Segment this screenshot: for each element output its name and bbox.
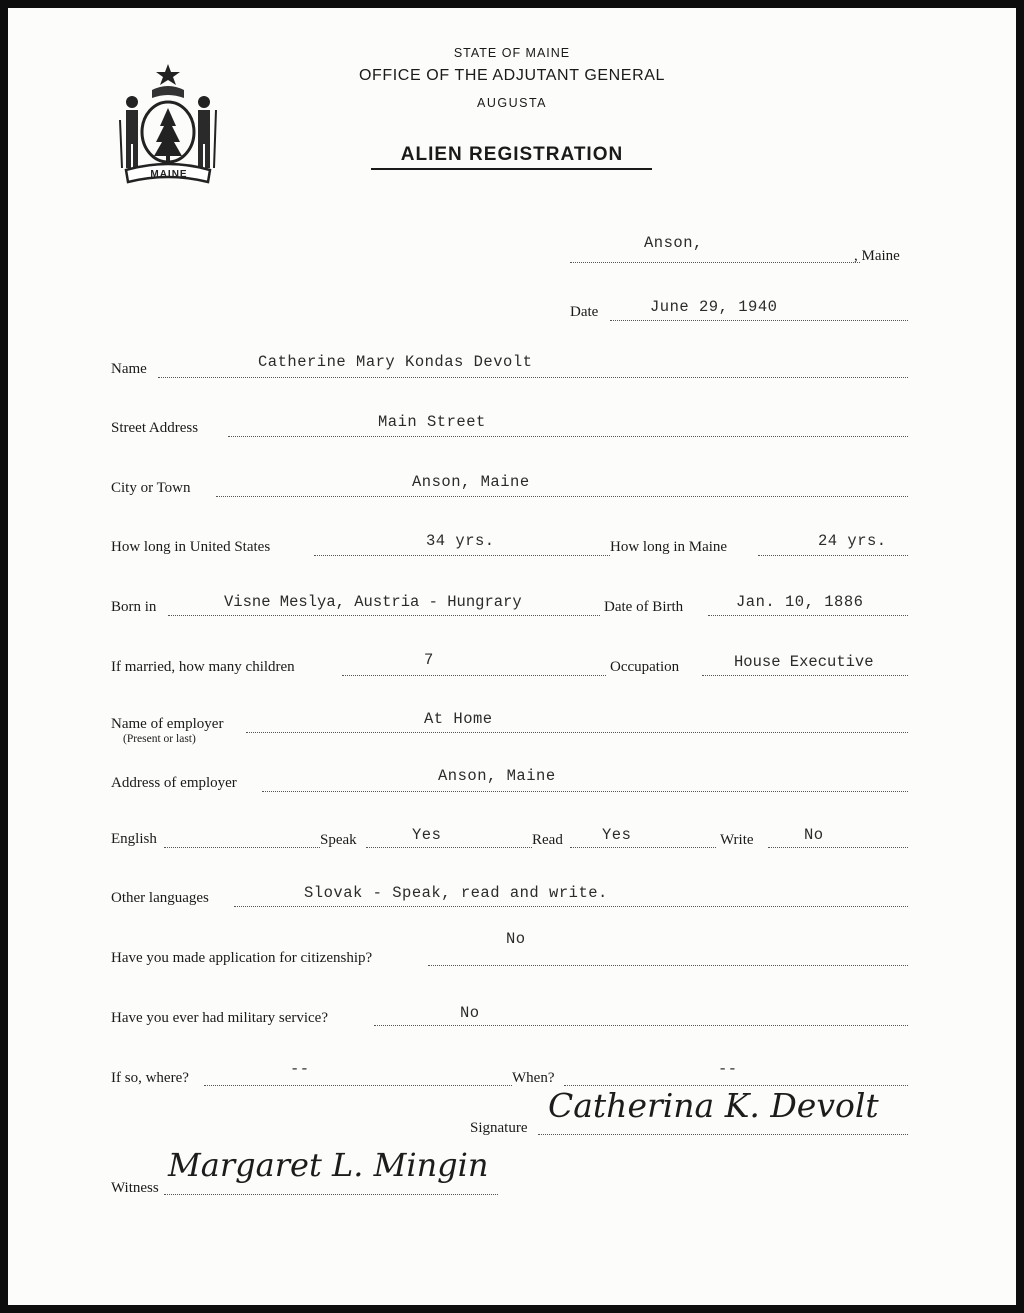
maine-time-line	[758, 555, 908, 556]
born-value: Visne Meslya, Austria - Hungrary	[224, 593, 522, 611]
header-office: OFFICE OF THE ADJUTANT GENERAL	[358, 67, 666, 84]
place-value: Anson,	[644, 234, 703, 252]
date-label: Date	[570, 304, 599, 320]
seal-banner-text: MAINE	[150, 169, 188, 180]
date-line	[610, 320, 908, 321]
occupation-line	[702, 675, 908, 676]
header-state: STATE OF MAINE	[453, 46, 571, 60]
street-line	[228, 436, 908, 437]
english-speak-value: Yes	[412, 826, 442, 844]
us-time-label: How long in United States	[111, 539, 271, 555]
employer-address-label: Address of employer	[111, 775, 237, 791]
street-label: Street Address	[111, 420, 199, 436]
date-value: June 29, 1940	[650, 298, 778, 316]
witness-label: Witness	[111, 1180, 159, 1196]
occupation-value: House Executive	[734, 653, 874, 671]
citizenship-value: No	[506, 930, 526, 948]
english-label: English	[111, 831, 157, 847]
military-line	[374, 1025, 908, 1026]
street-value: Main Street	[378, 413, 486, 431]
city-line	[216, 496, 908, 497]
military-value: No	[460, 1004, 480, 1022]
maine-time-value: 24 yrs.	[818, 532, 887, 550]
children-line	[342, 675, 606, 676]
maine-time-label: How long in Maine	[610, 539, 728, 555]
english-read-line	[570, 847, 716, 848]
header-city: AUGUSTA	[477, 96, 547, 110]
place-line	[570, 262, 860, 263]
signature-line	[538, 1134, 908, 1135]
where-label: If so, where?	[111, 1070, 189, 1086]
witness-value: Margaret L. Mingin	[168, 1146, 489, 1184]
english-speak-label: Speak	[320, 832, 357, 848]
employer-label: Name of employer	[111, 716, 224, 732]
when-value: --	[718, 1060, 738, 1078]
occupation-label: Occupation	[610, 659, 680, 675]
city-label: City or Town	[111, 480, 191, 496]
witness-line	[164, 1194, 498, 1195]
employer-value: At Home	[424, 710, 493, 728]
english-read-label: Read	[532, 832, 563, 848]
english-speak-line	[366, 847, 532, 848]
english-write-label: Write	[720, 832, 754, 848]
dob-label: Date of Birth	[604, 599, 684, 615]
employer-line	[246, 732, 908, 733]
children-label: If married, how many children	[111, 659, 295, 675]
signature-label: Signature	[470, 1120, 528, 1136]
english-read-value: Yes	[602, 826, 632, 844]
english-write-line	[768, 847, 908, 848]
name-label: Name	[111, 361, 147, 377]
english-write-value: No	[804, 826, 824, 844]
citizenship-line	[428, 965, 908, 966]
name-line	[158, 377, 908, 378]
employer-address-value: Anson, Maine	[438, 767, 556, 785]
born-line	[168, 615, 600, 616]
city-value: Anson, Maine	[412, 473, 530, 491]
dob-line	[708, 615, 908, 616]
employer-address-line	[262, 791, 908, 792]
born-label: Born in	[111, 599, 157, 615]
employer-sublabel: (Present or last)	[123, 733, 196, 745]
other-languages-value: Slovak - Speak, read and write.	[304, 884, 608, 902]
signature-value: Catherina K. Devolt	[548, 1086, 879, 1125]
military-label: Have you ever had military service?	[111, 1010, 328, 1026]
english-line	[164, 847, 320, 848]
title-underline	[371, 168, 652, 170]
where-value: --	[290, 1060, 310, 1078]
where-line	[204, 1085, 512, 1086]
other-languages-label: Other languages	[111, 890, 209, 906]
place-suffix: , Maine	[854, 248, 900, 264]
registration-form	[8, 8, 1016, 1305]
us-time-line	[314, 555, 610, 556]
dob-value: Jan. 10, 1886	[736, 593, 864, 611]
page-title: ALIEN REGISTRATION	[400, 144, 624, 165]
citizenship-label: Have you made application for citizenship?	[111, 950, 373, 966]
other-languages-line	[234, 906, 908, 907]
us-time-value: 34 yrs.	[426, 532, 495, 550]
name-value: Catherine Mary Kondas Devolt	[258, 353, 533, 371]
children-value: 7	[424, 651, 434, 669]
when-label: When?	[512, 1070, 555, 1086]
